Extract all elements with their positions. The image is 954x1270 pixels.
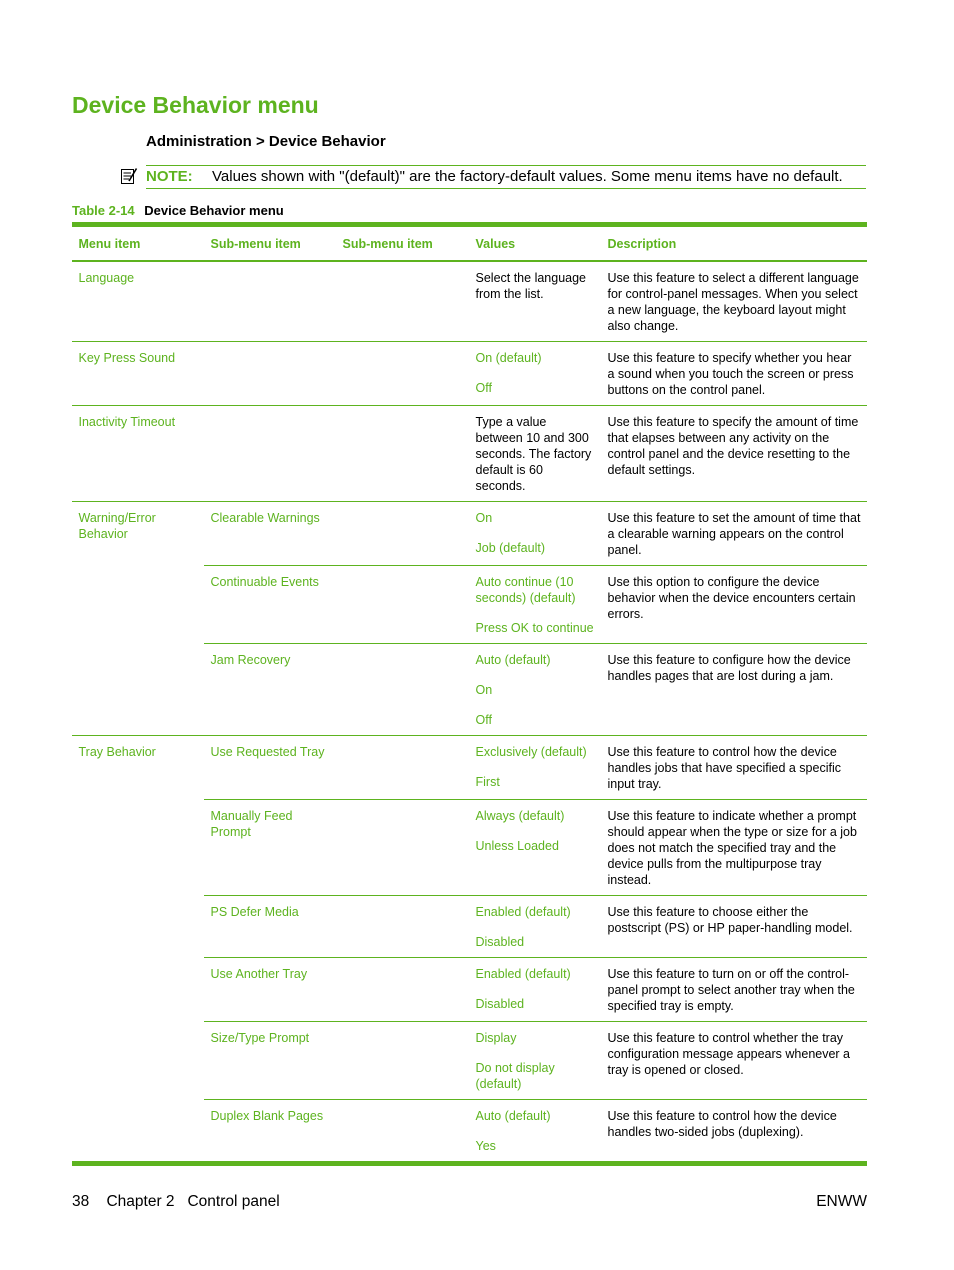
cell-menu-item: Inactivity Timeout (72, 406, 204, 502)
cell-sub-menu-item: Jam Recovery (204, 644, 336, 736)
cell-sub-menu-item-2 (336, 342, 469, 406)
value-option: Auto continue (10 seconds) (default) (475, 575, 576, 605)
cell-sub-menu-item-2 (336, 502, 469, 566)
table-row (72, 342, 867, 406)
value-option: Display (475, 1031, 517, 1045)
note-label: NOTE: (146, 168, 193, 185)
footer-page-number: 38 (72, 1193, 90, 1210)
value-option: Disabled (475, 935, 525, 949)
cell-sub-menu-item-2 (336, 896, 469, 958)
cell-sub-menu-item-2 (336, 644, 469, 736)
table-row (72, 406, 867, 502)
cell-values (469, 342, 601, 406)
table-body (72, 261, 867, 1164)
cell-sub-menu-item-2 (336, 566, 469, 644)
value-option: Type a value between 10 and 300 seconds. The factory default is 60 seconds. (475, 415, 592, 493)
header-description: Description (601, 225, 867, 262)
value-option: Off (475, 381, 492, 395)
cell-description: Use this feature to set the amount of time that a clearable warning appears on the control panel. (601, 502, 867, 566)
breadcrumb: Administration > Device Behavior (146, 133, 386, 150)
value-option: Select the language from the list. (475, 271, 587, 301)
table-caption (72, 203, 284, 218)
header-sub-menu-item-1: Sub-menu item (204, 225, 336, 262)
note-box (118, 165, 866, 189)
cell-description: Use this feature to configure how the device handles pages that are lost during a jam. (601, 644, 867, 736)
table-row (72, 261, 867, 342)
cell-description: Use this feature to choose either the postscript (PS) or HP paper-handling model. (601, 896, 867, 958)
device-behavior-table-wrapper (72, 222, 867, 1166)
cell-values (469, 1022, 601, 1100)
value-option: Auto (default) (475, 653, 551, 667)
cell-description: Use this feature to turn on or off the control-panel prompt to select another tray when the specified tray is empty. (601, 958, 867, 1022)
cell-sub-menu-item-2 (336, 958, 469, 1022)
cell-sub-menu-item-2 (336, 800, 469, 896)
table-caption-title: Device Behavior menu (144, 203, 284, 218)
value-option: Do not display (default) (475, 1061, 555, 1091)
value-option: Exclusively (default) (475, 745, 587, 759)
cell-values (469, 502, 601, 566)
value-option: Unless Loaded (475, 839, 559, 853)
cell-values (469, 800, 601, 896)
cell-sub-menu-item-2 (336, 1022, 469, 1100)
cell-sub-menu-item-2 (336, 261, 469, 342)
cell-values (469, 566, 601, 644)
cell-sub-menu-item: Continuable Events (204, 566, 336, 644)
footer-chapter: Chapter 2 Control panel (106, 1193, 280, 1210)
header-values: Values (469, 225, 601, 262)
value-option: On (475, 683, 493, 697)
header-menu-item: Menu item (72, 225, 204, 262)
value-option: Disabled (475, 997, 525, 1011)
cell-sub-menu-item: Use Requested Tray (204, 736, 336, 800)
cell-sub-menu-item: Manually Feed Prompt (204, 800, 336, 896)
cell-sub-menu-item: Clearable Warnings (204, 502, 336, 566)
value-option: On (475, 511, 493, 525)
cell-description: Use this feature to control whether the tray configuration message appears whenever a tray is opened or closed. (601, 1022, 867, 1100)
footer-left (72, 1193, 280, 1211)
table-header-row (72, 225, 867, 262)
note-divider-bottom (146, 188, 866, 189)
table-row (72, 502, 867, 566)
cell-values (469, 1100, 601, 1164)
value-option: Always (default) (475, 809, 565, 823)
cell-sub-menu-item: Size/Type Prompt (204, 1022, 336, 1100)
cell-values (469, 958, 601, 1022)
cell-description: Use this option to configure the device behavior when the device encounters certain errors. (601, 566, 867, 644)
cell-sub-menu-item (204, 342, 336, 406)
note-icon (120, 167, 138, 185)
cell-sub-menu-item: Use Another Tray (204, 958, 336, 1022)
value-option: Enabled (default) (475, 967, 571, 981)
cell-values (469, 896, 601, 958)
value-option: First (475, 775, 500, 789)
cell-sub-menu-item (204, 261, 336, 342)
cell-values (469, 644, 601, 736)
note-divider-top (146, 165, 866, 166)
value-option: Enabled (default) (475, 905, 571, 919)
cell-values (469, 406, 601, 502)
cell-menu-item: Tray Behavior (72, 736, 204, 1164)
table-caption-number: Table 2-14 (72, 203, 135, 218)
table-row (72, 736, 867, 800)
cell-description: Use this feature to specify the amount of time that elapses between any activity on the control panel and the device resetting to the default settings. (601, 406, 867, 502)
cell-sub-menu-item (204, 406, 336, 502)
value-option: On (default) (475, 351, 542, 365)
note-text: Values shown with "(default)" are the factory-default values. Some menu items have no default. (212, 168, 843, 185)
cell-description: Use this feature to select a different language for control-panel messages. When you select a new language, the keyboard layout might also change. (601, 261, 867, 342)
device-behavior-table (72, 222, 867, 1166)
cell-description: Use this feature to control how the device handles jobs that have specified a specific input tray. (601, 736, 867, 800)
cell-sub-menu-item-2 (336, 1100, 469, 1164)
cell-sub-menu-item: Duplex Blank Pages (204, 1100, 336, 1164)
value-option: Job (default) (475, 541, 545, 555)
cell-values (469, 736, 601, 800)
cell-menu-item: Language (72, 261, 204, 342)
cell-values (469, 261, 601, 342)
value-option: Press OK to continue (475, 621, 594, 635)
value-option: Auto (default) (475, 1109, 551, 1123)
cell-description: Use this feature to specify whether you hear a sound when you touch the screen or press buttons on the control panel. (601, 342, 867, 406)
page-title: Device Behavior menu (72, 92, 319, 118)
cell-menu-item: Warning/Error Behavior (72, 502, 204, 736)
cell-menu-item: Key Press Sound (72, 342, 204, 406)
value-option: Off (475, 713, 492, 727)
value-option: Yes (475, 1139, 496, 1153)
cell-sub-menu-item-2 (336, 736, 469, 800)
cell-description: Use this feature to indicate whether a prompt should appear when the type or size for a job does not match the specified tray and the device pulls from the multipurpose tray instead. (601, 800, 867, 896)
cell-sub-menu-item-2 (336, 406, 469, 502)
cell-description: Use this feature to control how the device handles two-sided jobs (duplexing). (601, 1100, 867, 1164)
footer-right: ENWW (816, 1193, 867, 1210)
cell-sub-menu-item: PS Defer Media (204, 896, 336, 958)
header-sub-menu-item-2: Sub-menu item (336, 225, 469, 262)
